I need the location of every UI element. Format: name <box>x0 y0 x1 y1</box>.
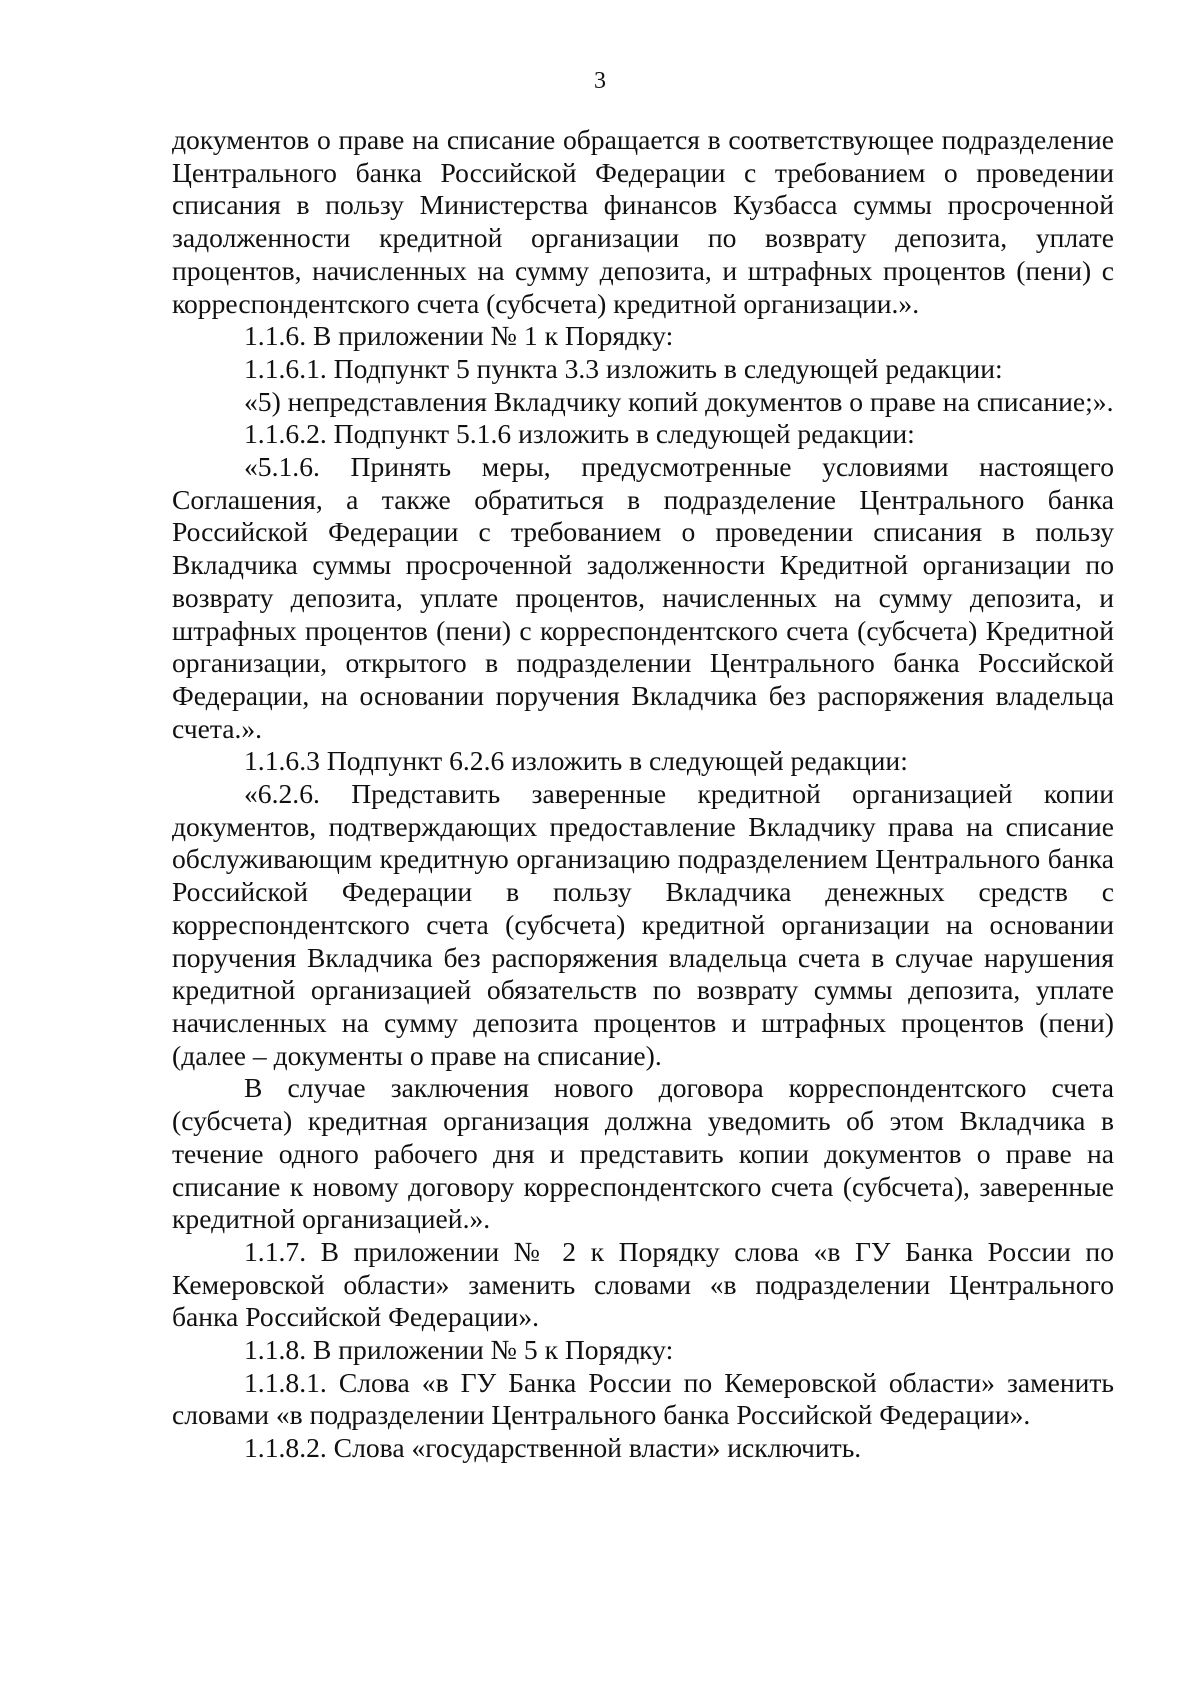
page-number: 3 <box>594 68 606 94</box>
paragraph-1-1-6-1: 1.1.6.1. Подпункт 5 пункта 3.3 изложить в следующей редакции: <box>244 352 1003 384</box>
paragraph-1-1-8-1: 1.1.8.1. Слова «в ГУ Банка России по Кемеровской области» заменить словами «в подразделении Центрального банка Российской Федерации». <box>172 1366 1114 1431</box>
paragraph-continuation: документов о праве на списание обращается в соответствующее подразделение Центрального банка Российской Федерации с требованием о проведении списания в пользу Министерства финансов Кузбасса суммы просроченной задолженности кредитной организации по возврату депозита, уплате процентов, начисленных на сумму депозита, и штрафных процентов (пени) с корреспондентского счета (субсчета) кредитной организации.». <box>172 124 1114 319</box>
paragraph-quote-5: «5) непредставления Вкладчику копий документов о праве на списание;». <box>244 385 1114 417</box>
document-body <box>172 124 1114 1465</box>
paragraph-quote-5-1-6: «5.1.6. Принять меры, предусмотренные условиями настоящего Соглашения, а также обратиться в подразделение Центрального банка Российской Федерации с требованием о проведении списания в пользу Вкладчика суммы просроченной задолженности Кредитной организации по возврату депозита, уплате процентов, начисленных на сумму депозита, и штрафных процентов (пени) с корреспондентского счета (субсчета) Кредитной организации, открытого в подразделении Центрального банка Российской Федерации, на основании поручения Вкладчика без распоряжения владельца счета.». <box>172 451 1114 744</box>
paragraph-1-1-6-2: 1.1.6.2. Подпункт 5.1.6 изложить в следующей редакции: <box>244 418 915 450</box>
paragraph-1-1-8-2: 1.1.8.2. Слова «государственной власти» исключить. <box>244 1432 862 1464</box>
paragraph-1-1-7: 1.1.7. В приложении № 2 к Порядку слова «в ГУ Банка России по Кемеровской области» заменить словами «в подразделении Центрального банка Российской Федерации». <box>172 1235 1114 1333</box>
paragraph-1-1-6: 1.1.6. В приложении № 1 к Порядку: <box>244 320 674 352</box>
paragraph-1-1-8: 1.1.8. В приложении № 5 к Порядку: <box>244 1334 674 1366</box>
paragraph-1-1-6-3: 1.1.6.3 Подпункт 6.2.6 изложить в следующей редакции: <box>244 745 908 777</box>
paragraph-new-contract: В случае заключения нового договора корреспондентского счета (субсчета) кредитная организация должна уведомить об этом Вкладчика в течение одного рабочего дня и представить копии документов о праве на списание к новому договору корреспондентского счета (субсчета), заверенные кредитной организацией.». <box>172 1072 1114 1235</box>
paragraph-quote-6-2-6: «6.2.6. Представить заверенные кредитной организацией копии документов, подтверждающих предоставление Вкладчику права на списание обслуживающим кредитную организацию подразделением Центрального банка Российской Федерации в пользу Вкладчика денежных средств с корреспондентского счета (субсчета) кредитной организации на основании поручения Вкладчика без распоряжения владельца счета в случае нарушения кредитной организацией обязательств по возврату суммы депозита, уплате начисленных на сумму депозита процентов и штрафных процентов (пени) (далее – документы о праве на списание). <box>172 778 1114 1071</box>
